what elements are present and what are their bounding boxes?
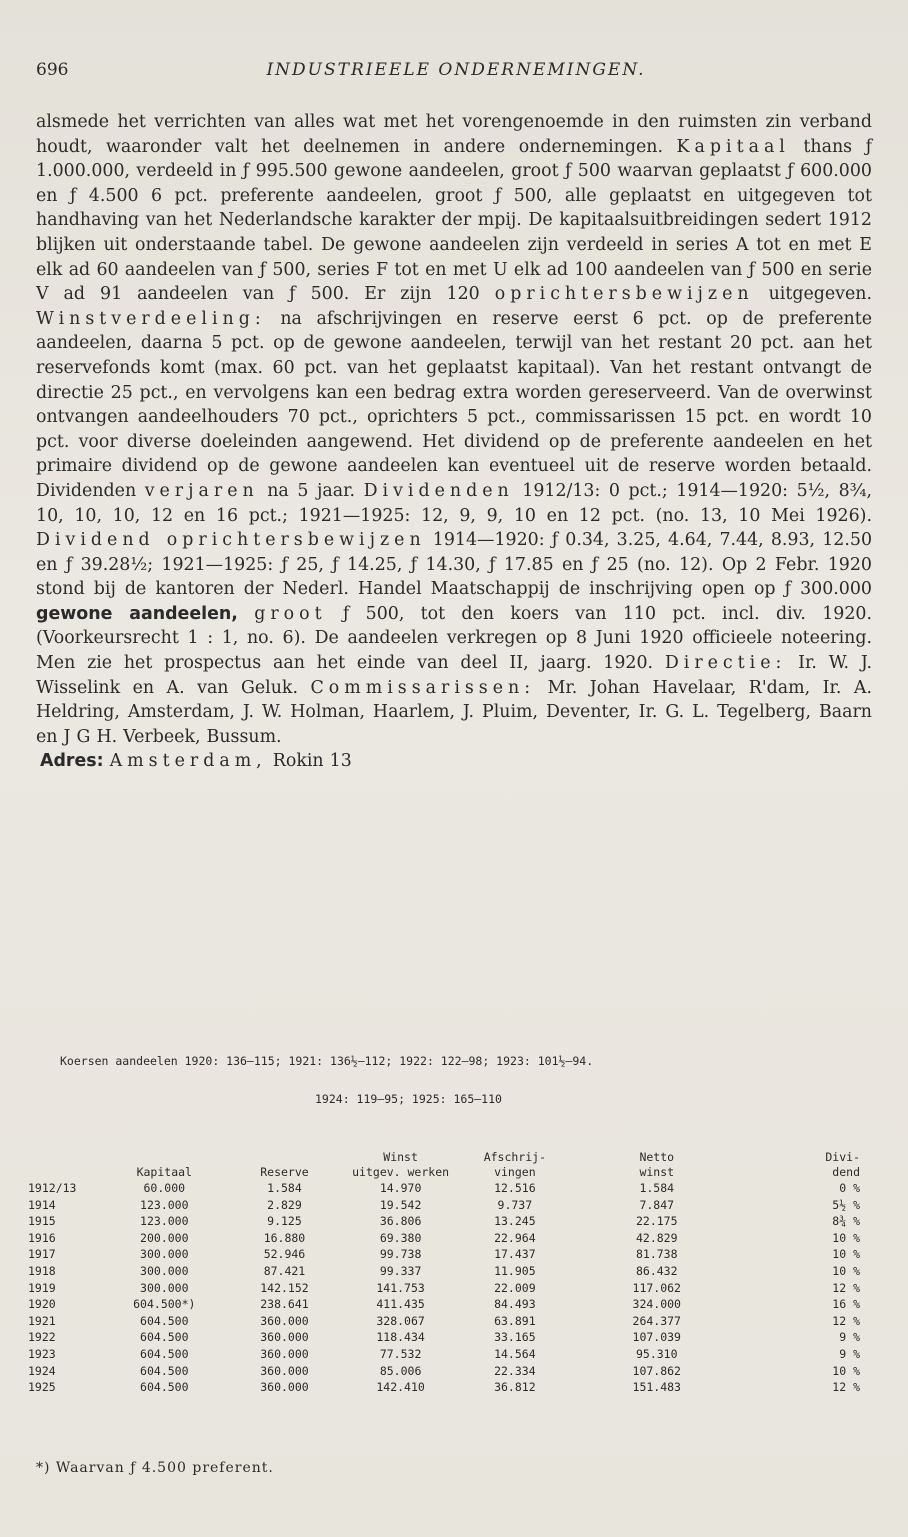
dividenden-label: Dividenden bbox=[363, 480, 514, 501]
koersen-line-1: Koersen aandeelen 1920: 136—115; 1921: 136½—112; 1922: 122—98; 1923: 101½—94. bbox=[60, 1054, 594, 1068]
table-row bbox=[28, 1296, 866, 1313]
cell-kapitaal: 604.500 bbox=[140, 1346, 189, 1361]
cell-netto-winst: 151.483 bbox=[632, 1380, 681, 1395]
cell-afschrijvingen: 17.437 bbox=[494, 1247, 536, 1262]
groot-label: groot bbox=[254, 603, 327, 624]
text-verjaren: na 5 jaar. bbox=[267, 480, 356, 501]
cell-netto-winst: 81.738 bbox=[635, 1247, 678, 1262]
cell-afschrijvingen: 11.905 bbox=[494, 1263, 536, 1278]
cell-netto-winst: 22.175 bbox=[635, 1214, 678, 1229]
koersen-line-2: 1924: 119—95; 1925: 165—110 bbox=[315, 1092, 502, 1106]
cell-winst: 19.542 bbox=[379, 1197, 422, 1212]
adres-label: Adres: bbox=[40, 751, 104, 772]
cell-year: 1917 bbox=[28, 1247, 56, 1262]
table-header-row bbox=[28, 1150, 866, 1180]
cell-year: 1918 bbox=[28, 1263, 56, 1278]
text-winstverdeeling: na afschrijvingen en reserve eerst 6 pct. op de preferente aandeelen, daarna 5 pct. op de gewone aandeelen, terwijl van het restant 20 pct. aan het reservefonds komt (max. 60 pct. van het geplaatst kapitaal). Van het restant ontvangt de directie 25 pct., en vervolgens kan een bedrag extra worden gereserveerd. Van de overwinst ontvangen aandeelhouders 70 pct., oprichters 5 pct., commissarissen 15 pct. en wordt 10 pct. voor diverse doeleinden aangewend. Het dividend op de preferente aandeelen en het primaire dividend op de gewone aandeelen kan eventueel uit de reserve worden betaald. Dividenden bbox=[36, 308, 872, 501]
cell-dividend: 9 % bbox=[839, 1330, 860, 1345]
adres-city: Amsterdam, bbox=[109, 751, 267, 772]
cell-year: 1920 bbox=[28, 1297, 56, 1312]
cell-winst: 36.806 bbox=[379, 1214, 422, 1229]
financial-table bbox=[28, 1150, 866, 1396]
cell-dividend: 12 % bbox=[832, 1280, 860, 1295]
cell-netto-winst: 42.829 bbox=[635, 1230, 678, 1245]
cell-kapitaal: 123.000 bbox=[140, 1197, 189, 1212]
cell-dividend: 16 % bbox=[832, 1297, 860, 1312]
cell-netto-winst: 117.062 bbox=[632, 1280, 681, 1295]
cell-netto-winst: 7.847 bbox=[639, 1197, 675, 1212]
cell-netto-winst: 1.584 bbox=[639, 1181, 675, 1195]
text-dividenden: 1912/13: 0 pct.; 1914—1920: 5½, 8¾, 10, 10, 10, 12 en 16 pct.; 1921—1925: 12, 9, 9, 10 en 12 pct. (no. 13, 10 Mei 1926). bbox=[36, 480, 873, 526]
cell-netto-winst: 264.377 bbox=[632, 1313, 681, 1328]
cell-reserve: 360.000 bbox=[260, 1363, 309, 1378]
header-year bbox=[28, 1150, 100, 1180]
cell-kapitaal: 60.000 bbox=[143, 1181, 186, 1195]
table-row bbox=[28, 1197, 866, 1214]
cell-kapitaal: 300.000 bbox=[140, 1263, 189, 1278]
cell-afschrijvingen: 12.516 bbox=[494, 1181, 536, 1195]
cell-afschrijvingen: 22.964 bbox=[494, 1230, 536, 1245]
cell-kapitaal: 604.500 bbox=[140, 1363, 189, 1378]
adres-street: Rokin 13 bbox=[272, 751, 352, 772]
table-row bbox=[28, 1363, 866, 1380]
cell-dividend: 10 % bbox=[832, 1363, 860, 1378]
cell-dividend: 10 % bbox=[832, 1263, 860, 1278]
koersen-block bbox=[60, 1052, 860, 1108]
commissarissen-label: Commissarissen: bbox=[310, 677, 536, 698]
cell-dividend: 9 % bbox=[839, 1346, 860, 1361]
footnote: *) Waarvan ƒ 4.500 preferent. bbox=[36, 1460, 274, 1476]
cell-kapitaal: 604.500 bbox=[140, 1330, 189, 1345]
table-body bbox=[28, 1180, 866, 1396]
cell-winst: 411.435 bbox=[376, 1297, 425, 1312]
cell-reserve: 360.000 bbox=[260, 1313, 309, 1328]
header-reserve: Reserve bbox=[260, 1165, 309, 1179]
cell-dividend: 10 % bbox=[832, 1247, 860, 1262]
table-row bbox=[28, 1329, 866, 1346]
cell-reserve: 2.829 bbox=[267, 1197, 302, 1212]
page-header bbox=[36, 60, 876, 90]
paragraph-main bbox=[36, 110, 872, 749]
cell-netto-winst: 86.432 bbox=[635, 1263, 678, 1278]
dividend-oprichters-label: Dividend oprichtersbewijzen bbox=[36, 530, 426, 551]
cell-reserve: 360.000 bbox=[260, 1346, 309, 1361]
gewone-aandeelen-label: gewone aandeelen, bbox=[36, 603, 238, 624]
cell-netto-winst: 324.000 bbox=[632, 1297, 681, 1312]
table-row bbox=[28, 1313, 866, 1330]
text-dividend-oprichters: 1914—1920: ƒ 0.34, 3.25, 4.64, 7.44, 8.93, 12.50 en ƒ 39.28½; 1921—1925: ƒ 25, ƒ 14.25, ƒ 14.30, ƒ 17.85 en ƒ 25 (no. 12). Op 2 Febr. 1920 stond bij de kantoren der Nederl. Handel Maatschappij de inschrijving open op ƒ 300.000 bbox=[36, 530, 873, 600]
cell-kapitaal: 604.500 bbox=[140, 1313, 189, 1328]
cell-netto-winst: 107.039 bbox=[632, 1330, 681, 1345]
cell-year: 1914 bbox=[28, 1197, 56, 1212]
header-netto-winst: Netto winst bbox=[639, 1150, 675, 1179]
cell-year: 1915 bbox=[28, 1214, 56, 1229]
cell-netto-winst: 107.862 bbox=[632, 1363, 681, 1378]
cell-afschrijvingen: 22.334 bbox=[494, 1363, 536, 1378]
cell-reserve: 16.880 bbox=[263, 1230, 306, 1245]
body-text bbox=[36, 110, 872, 774]
cell-year: 1919 bbox=[28, 1280, 56, 1295]
cell-afschrijvingen: 36.812 bbox=[494, 1380, 536, 1395]
cell-reserve: 142.152 bbox=[260, 1280, 309, 1295]
cell-afschrijvingen: 63.891 bbox=[494, 1313, 536, 1328]
verjaren-label: verjaren bbox=[144, 480, 259, 501]
cell-year: 1922 bbox=[28, 1330, 56, 1345]
cell-dividend: 0 % bbox=[839, 1181, 860, 1195]
header-dividend: Divi- dend bbox=[825, 1150, 860, 1179]
winstverdeeling-label: Winstverdeeling: bbox=[36, 308, 266, 329]
cell-dividend: 8¾ % bbox=[832, 1214, 860, 1229]
text-inschrijving: ƒ 500, tot den koers van 110 pct. incl. div. 1920. (Voorkeursrecht 1 : 1, no. 6). De aandeelen verkregen op 8 Juni 1920 officieele noteering. Men zie het prospectus aan het einde van deel II, jaarg. 1920. bbox=[36, 603, 873, 674]
cell-reserve: 9.125 bbox=[267, 1214, 302, 1229]
cell-afschrijvingen: 33.165 bbox=[494, 1330, 536, 1345]
cell-afschrijvingen: 22.009 bbox=[494, 1280, 536, 1295]
cell-year: 1912/13 bbox=[28, 1181, 77, 1195]
text-intro: alsmede het verrichten van alles wat met het vorengenoemde in den ruimsten zin verband houdt, waaronder valt het deelnemen in andere ondernemingen. bbox=[36, 112, 872, 157]
cell-winst: 77.532 bbox=[379, 1346, 422, 1361]
kapitaal-label: Kapitaal bbox=[676, 136, 790, 157]
cell-winst: 328.067 bbox=[376, 1313, 425, 1328]
cell-dividend: 12 % bbox=[832, 1380, 860, 1395]
cell-kapitaal: 604.500*) bbox=[133, 1297, 196, 1312]
table-row bbox=[28, 1213, 866, 1230]
cell-year: 1916 bbox=[28, 1230, 56, 1245]
cell-reserve: 360.000 bbox=[260, 1330, 309, 1345]
running-title: INDUSTRIEELE ONDERNEMINGEN. bbox=[266, 60, 646, 80]
header-afschrijvingen: Afschrij- vingen bbox=[483, 1150, 546, 1179]
cell-kapitaal: 123.000 bbox=[140, 1214, 189, 1229]
cell-dividend: 12 % bbox=[832, 1313, 860, 1328]
cell-winst: 118.434 bbox=[376, 1330, 425, 1345]
cell-winst: 85.006 bbox=[379, 1363, 422, 1378]
cell-reserve: 52.946 bbox=[263, 1247, 306, 1262]
cell-dividend: 10 % bbox=[832, 1230, 860, 1245]
cell-year: 1925 bbox=[28, 1380, 56, 1395]
cell-kapitaal: 604.500 bbox=[140, 1380, 189, 1395]
cell-afschrijvingen: 14.564 bbox=[494, 1346, 536, 1361]
text-kapitaal: thans ƒ 1.000.000, verdeeld in ƒ 995.500 gewone aandeelen, groot ƒ 500 waarvan geplaatst ƒ 600.000 en ƒ 4.500 6 pct. preferente aandeelen, groot ƒ 500, alle geplaatst en uitgegeven tot handhaving van het Nederlandsche karakter der mpij. De kapitaalsuitbreidingen sedert 1912 blijken uit onderstaande tabel. De gewone aandeelen zijn verdeeld in series A tot en met E elk ad 60 aandeelen van ƒ 500, series F tot en met U elk ad 100 aandeelen van ƒ 500 en serie V ad 91 aandeelen van ƒ 500. Er zijn 120 bbox=[36, 136, 873, 305]
cell-reserve: 87.421 bbox=[263, 1263, 306, 1278]
cell-kapitaal: 200.000 bbox=[140, 1230, 189, 1245]
cell-reserve: 360.000 bbox=[260, 1380, 309, 1395]
cell-reserve: 238.641 bbox=[260, 1297, 309, 1312]
cell-afschrijvingen: 13.245 bbox=[494, 1214, 536, 1229]
cell-kapitaal: 300.000 bbox=[140, 1247, 189, 1262]
table-row bbox=[28, 1246, 866, 1263]
cell-afschrijvingen: 84.493 bbox=[494, 1297, 536, 1312]
header-kapitaal: Kapitaal bbox=[136, 1165, 192, 1179]
text-commissarissen: Mr. Johan Havelaar, R'dam, Ir. A. Heldring, Amsterdam, J. W. Holman, Haarlem, J. Pluim, Deventer, Ir. G. L. Tegelberg, Baarn en J G H. Verbeek, Bussum. bbox=[36, 677, 873, 747]
oprichtersbewijzen-label: oprichtersbewijzen bbox=[494, 284, 754, 305]
cell-reserve: 1.584 bbox=[267, 1181, 302, 1195]
cell-year: 1921 bbox=[28, 1313, 56, 1328]
cell-winst: 69.380 bbox=[379, 1230, 422, 1245]
cell-winst: 99.738 bbox=[379, 1247, 422, 1262]
cell-year: 1923 bbox=[28, 1346, 56, 1361]
cell-netto-winst: 95.310 bbox=[635, 1346, 678, 1361]
address-line bbox=[36, 749, 872, 774]
cell-winst: 14.970 bbox=[379, 1181, 422, 1195]
table-row bbox=[28, 1180, 866, 1197]
table-row bbox=[28, 1280, 866, 1297]
cell-winst: 99.337 bbox=[379, 1263, 422, 1278]
cell-winst: 141.753 bbox=[376, 1280, 425, 1295]
table-row bbox=[28, 1346, 866, 1363]
text-directie: Ir. W. J. Wisselink en A. van Geluk. bbox=[36, 653, 872, 698]
cell-year: 1924 bbox=[28, 1363, 56, 1378]
text-uitgegeven: uitgegeven. bbox=[768, 284, 873, 305]
table-row bbox=[28, 1263, 866, 1280]
directie-label: Directie: bbox=[664, 653, 787, 674]
cell-winst: 142.410 bbox=[376, 1380, 425, 1395]
cell-afschrijvingen: 9.737 bbox=[497, 1197, 533, 1212]
cell-kapitaal: 300.000 bbox=[140, 1280, 189, 1295]
page-number: 696 bbox=[36, 60, 69, 80]
cell-dividend: 5½ % bbox=[832, 1197, 860, 1212]
header-winst: Winst uitgev. werken bbox=[352, 1150, 450, 1179]
table-row bbox=[28, 1230, 866, 1247]
table-row bbox=[28, 1379, 866, 1396]
